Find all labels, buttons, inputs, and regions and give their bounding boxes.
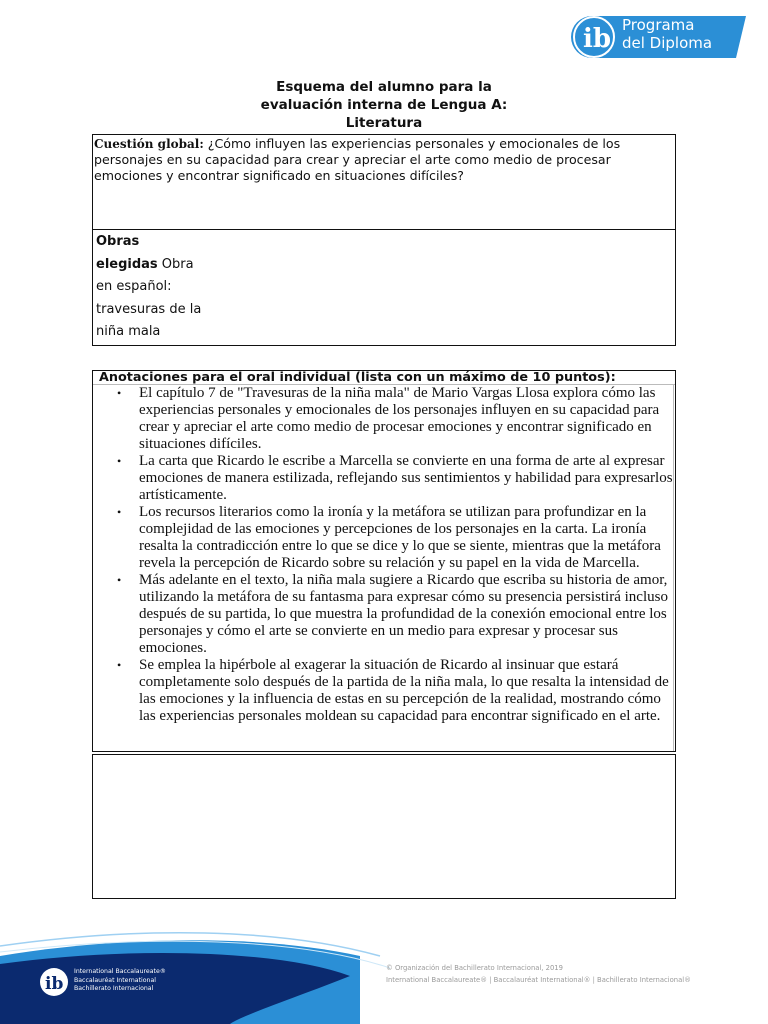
bullet-icon: • — [117, 658, 122, 672]
table-divider — [93, 229, 675, 230]
bullet-icon: • — [117, 505, 122, 519]
annotation-text: La carta que Ricardo le escribe a Marcella se convierte en una forma de arte al expresar emociones de manera estilizada, reflejando sus sentimientos y habilidad para expresarlos artísticamente. — [139, 453, 673, 503]
list-item — [93, 504, 677, 572]
chosen-works — [96, 231, 226, 344]
footer-org-line-2: Baccalauréat International — [74, 976, 156, 984]
copyright-notice — [386, 962, 736, 986]
works-line-2-rest: Obra — [157, 256, 194, 272]
global-question — [94, 136, 674, 184]
annotation-text: El capítulo 7 de "Travesuras de la niña mala" de Mario Vargas Llosa explora cómo las experiencias personales y emocionales de los personajes influyen en su capacidad para crear y apreciar el arte como medio de procesar emociones y encontrar significado en situaciones difíciles. — [139, 385, 660, 452]
title-line-3: Literatura — [345, 115, 423, 131]
global-question-text: ¿Cómo influyen las experiencias personales y emocionales de los personajes en su capacidad para crear y apreciar el arte como medio de procesar emociones y encontrar significado en situaciones difíciles? — [94, 136, 621, 183]
copyright-line-1: © Organización del Bachillerato Internacional, 2019 — [386, 964, 563, 972]
svg-text:ib: ib — [45, 974, 64, 994]
ib-footer-icon — [38, 966, 78, 998]
works-line-5: niña mala — [96, 324, 161, 339]
svg-text:ib: ib — [583, 24, 612, 54]
ib-diploma-logo — [570, 14, 746, 60]
works-line-4: travesuras de la — [96, 301, 202, 317]
annotations-list — [93, 385, 677, 725]
logo-line-1: Programa — [622, 16, 695, 34]
title-line-1: Esquema del alumno para la — [276, 79, 492, 95]
global-question-label: Cuestión global: — [94, 137, 204, 151]
logo-line-2: del Diploma — [622, 34, 713, 52]
footer-organisation-name — [74, 968, 194, 994]
logo-text — [622, 16, 742, 52]
annotation-text: Más adelante en el texto, la niña mala sugiere a Ricardo que escriba su historia de amor, utilizando la metáfora de su fantasma para expresar cómo su presencia persistirá incluso después de su partida, lo que muestra la profundidad de la conexión emocional entre los personajes y cómo el arte se convierte en un medio para expresar y procesar sus emociones. — [139, 572, 668, 656]
list-item — [93, 385, 677, 453]
works-line-3: en español: — [96, 279, 172, 294]
footer-org-line-1: International Baccalaureate® — [74, 968, 166, 975]
question-works-table — [92, 134, 676, 346]
annotation-text: Se emplea la hipérbole al exagerar la situación de Ricardo al insinuar que estará completamente solo después de la partida de la niña mala, lo que resalta la intensidad de las emociones y la influencia de estas en su percepción de la realidad, mostrando cómo las experiencias personales moldean su capacidad para encontrar significado en el arte. — [139, 657, 669, 724]
list-item — [93, 453, 677, 504]
annotations-table — [92, 370, 676, 752]
works-line-2-bold: elegidas — [96, 256, 158, 272]
works-line-1: Obras — [96, 234, 140, 249]
empty-table-cell — [92, 754, 676, 899]
bullet-icon: • — [117, 573, 122, 587]
title-line-2: evaluación interna de Lengua A: — [260, 97, 508, 113]
annotation-text: Los recursos literarios como la ironía y la metáfora se utilizan para profundizar en la complejidad de las emociones y percepciones de los personajes en la carta. La ironía resalta la contradicción entre lo que se dice y lo que se siente, mientras que la metáfora revela la percepción de Ricardo sobre su relación y su papel en la vida de Marcella. — [139, 504, 661, 571]
bullet-icon: • — [117, 454, 122, 468]
copyright-line-2: International Baccalaureate® | Baccalauréat International® | Bachillerato Internacional® — [386, 976, 691, 984]
list-item — [93, 572, 677, 657]
bullet-icon: • — [117, 386, 122, 400]
page-title — [200, 78, 568, 132]
footer-org-line-3: Bachillerato Internacional — [74, 985, 154, 992]
annotations-heading: Anotaciones para el oral individual (lista con un máximo de 10 puntos): — [99, 370, 616, 385]
list-item — [93, 657, 677, 725]
